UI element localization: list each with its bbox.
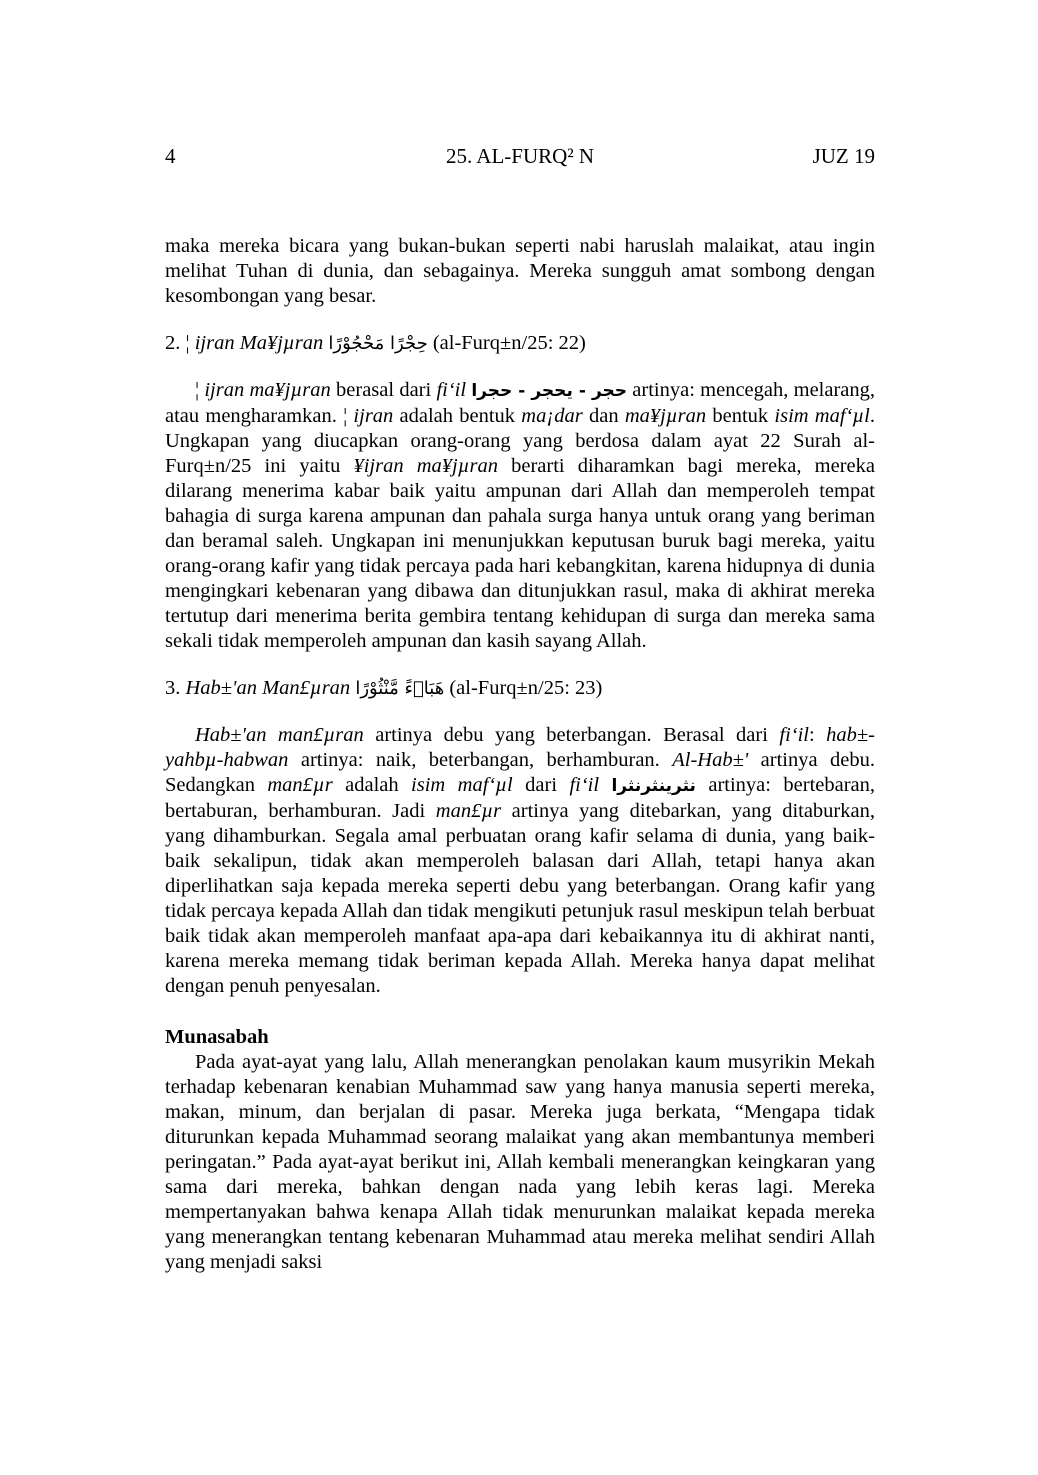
item-3-term: Hab±'an Man£µran bbox=[185, 677, 351, 699]
item-3-term-inline: fi‘il bbox=[569, 774, 600, 796]
item-3-arabic-inline: نثرينثرنثرا bbox=[611, 776, 696, 796]
munasabah-paragraph: Pada ayat-ayat yang lalu, Allah menerangkan penolakan kaum musyrikin Mekah terhadap kebenaran kenabian Muhammad saw yang hanya manusia seperti mereka, makan, minum, dan berjalan di pasar. Mereka juga berkata, “Mengapa tidak diturunkan kepada Muhammad seorang malaikat yang akan membantunya memberi peringatan.” Pada ayat-ayat berikut ini, Allah kembali menerangkan keingkaran yang sama dari mereka, bahkan dengan nada yang lebih keras lagi. Mereka mempertanyakan bahwa kenapa Allah tidak menurunkan malaikat kepada mereka yang menerangkan tentang kebenaran Muhammad atau mereka melihat sendiri Allah yang menjadi saksi bbox=[165, 1051, 875, 1273]
item-3-text: : bbox=[808, 724, 827, 746]
item-3-term-inline: hab±-yahbµ-habwan bbox=[165, 724, 875, 771]
chapter-title: 25. AL-FURQ² N bbox=[445, 144, 595, 168]
item-2-term-inline: ijran ma¥jµran bbox=[204, 379, 331, 401]
munasabah-heading: Munasabah bbox=[165, 1026, 269, 1048]
page-header bbox=[165, 144, 875, 174]
item-2-term-inline: fi‘il bbox=[436, 379, 467, 401]
item-3-text: adalah bbox=[332, 774, 412, 796]
item-2-number: 2. ¦ bbox=[165, 332, 190, 354]
item-3-text: artinya yang ditebarkan, yang ditaburkan, yang dihamburkan. Segala amal perbuatan orang kafir selama di dunia, yang baik-baik sekalipun, tidak akan memperoleh balasan dari Allah, tetapi hanya akan diperlihatkan saja kepada mereka seperti debu yang beterbangan. Orang kafir yang tidak percaya kepada Allah dan tidak mengikuti petunjuk rasul meskipun telah berbuat baik tidak akan memperoleh manfaat apa-apa dari kebaikannya itu di akhirat nanti, karena mereka memang tidak beriman kepada Allah. Mereka hanya dapat melihat dengan penuh penyesalan. bbox=[165, 800, 875, 997]
item-3-heading bbox=[165, 676, 875, 701]
item-2-text: . Ungkapan yang diucapkan orang-orang yang berdosa dalam ayat 22 Surah al-Furq±n/25 ini yaitu bbox=[165, 405, 875, 477]
item-3-term-inline: man£µr bbox=[267, 774, 333, 796]
item-2-text: berasal dari bbox=[330, 379, 437, 401]
item-3-text: artinya debu. Sedangkan bbox=[165, 749, 876, 796]
item-3-term-inline: fi‘il bbox=[779, 724, 809, 746]
item-3-term-inline: isim maf‘µl bbox=[411, 774, 513, 796]
item-2-term-inline: ma¡dar bbox=[521, 405, 583, 427]
page-content bbox=[165, 234, 875, 1275]
item-2-arabic: حِجْرًا مَحْجُوْرًا bbox=[328, 333, 428, 354]
juz-label: JUZ 19 bbox=[812, 144, 875, 168]
item-2-text: berarti diharamkan bagi mereka, mereka dilarang menerima kabar baik yaitu ampunan dari Allah dan memperoleh tempat bahagia di surga karena ampunan dan pahala surga hanya untuk orang yang beriman dan beramal saleh. Ungkapan ini menunjukkan keputusan buruk bagi mereka, yaitu orang-orang kafir yang tidak percaya pada hari kebangkitan, karena hidupnya di dunia mengingkari kebenaran yang dibawa dan ditunjukkan rasul, maka di akhirat mereka tertutup dari menerima berita gembira tentang kehidupan di surga dan mereka sama sekali tidak memperoleh ampunan dan kasih sayang Allah. bbox=[165, 455, 875, 652]
item-2-text: artinya: mencegah, melarang, atau mengharamkan. ¦ bbox=[165, 379, 876, 427]
item-2-text: ¦ bbox=[195, 379, 200, 401]
item-3-text: artinya: naik, beterbangan, berhamburan. bbox=[288, 749, 673, 771]
item-2-arabic-inline: حجر - يحجر - حجرا bbox=[471, 381, 628, 401]
item-2-paragraph bbox=[165, 378, 875, 654]
item-2-ref: (al-Furq±n/25: 22) bbox=[432, 332, 586, 354]
item-2-text: adalah bentuk bbox=[393, 405, 522, 427]
item-3-ref: (al-Furq±n/25: 23) bbox=[449, 677, 603, 699]
item-2-text: dan bbox=[582, 405, 625, 427]
item-3-number: 3. bbox=[165, 677, 181, 699]
item-3-text: artinya: bertebaran, bertaburan, berhamburan. Jadi bbox=[165, 774, 876, 822]
item-3-term-inline: man£µr bbox=[435, 800, 502, 822]
item-2-text: bentuk bbox=[706, 405, 775, 427]
intro-paragraph: maka mereka bicara yang bukan-bukan seperti nabi haruslah malaikat, atau ingin melihat Tuhan di dunia, dan sebagainya. Mereka sungguh amat sombong dengan kesombongan yang besar. bbox=[165, 235, 875, 307]
item-3-text: artinya debu yang beterbangan. Berasal dari bbox=[363, 724, 780, 746]
item-2-term-inline: ¥ijran ma¥jµran bbox=[353, 455, 498, 477]
item-3-text: dari bbox=[512, 774, 570, 796]
item-2-term-inline: isim maf‘µl bbox=[774, 405, 870, 427]
item-3-paragraph bbox=[165, 723, 875, 999]
page-number: 4 bbox=[165, 144, 176, 168]
item-3-arabic: هَبَاۤءً مَّنْثُوْرًا bbox=[355, 678, 445, 699]
item-2-term-inline: ijran bbox=[353, 405, 394, 427]
item-2-term: ijran Ma¥jµran bbox=[194, 332, 324, 354]
item-2-heading bbox=[165, 331, 875, 356]
item-2-term-inline: ma¥jµran bbox=[624, 405, 707, 427]
item-3-term-inline: Al-Hab±' bbox=[672, 749, 749, 771]
item-3-term-inline: Hab±'an man£µran bbox=[195, 724, 364, 746]
